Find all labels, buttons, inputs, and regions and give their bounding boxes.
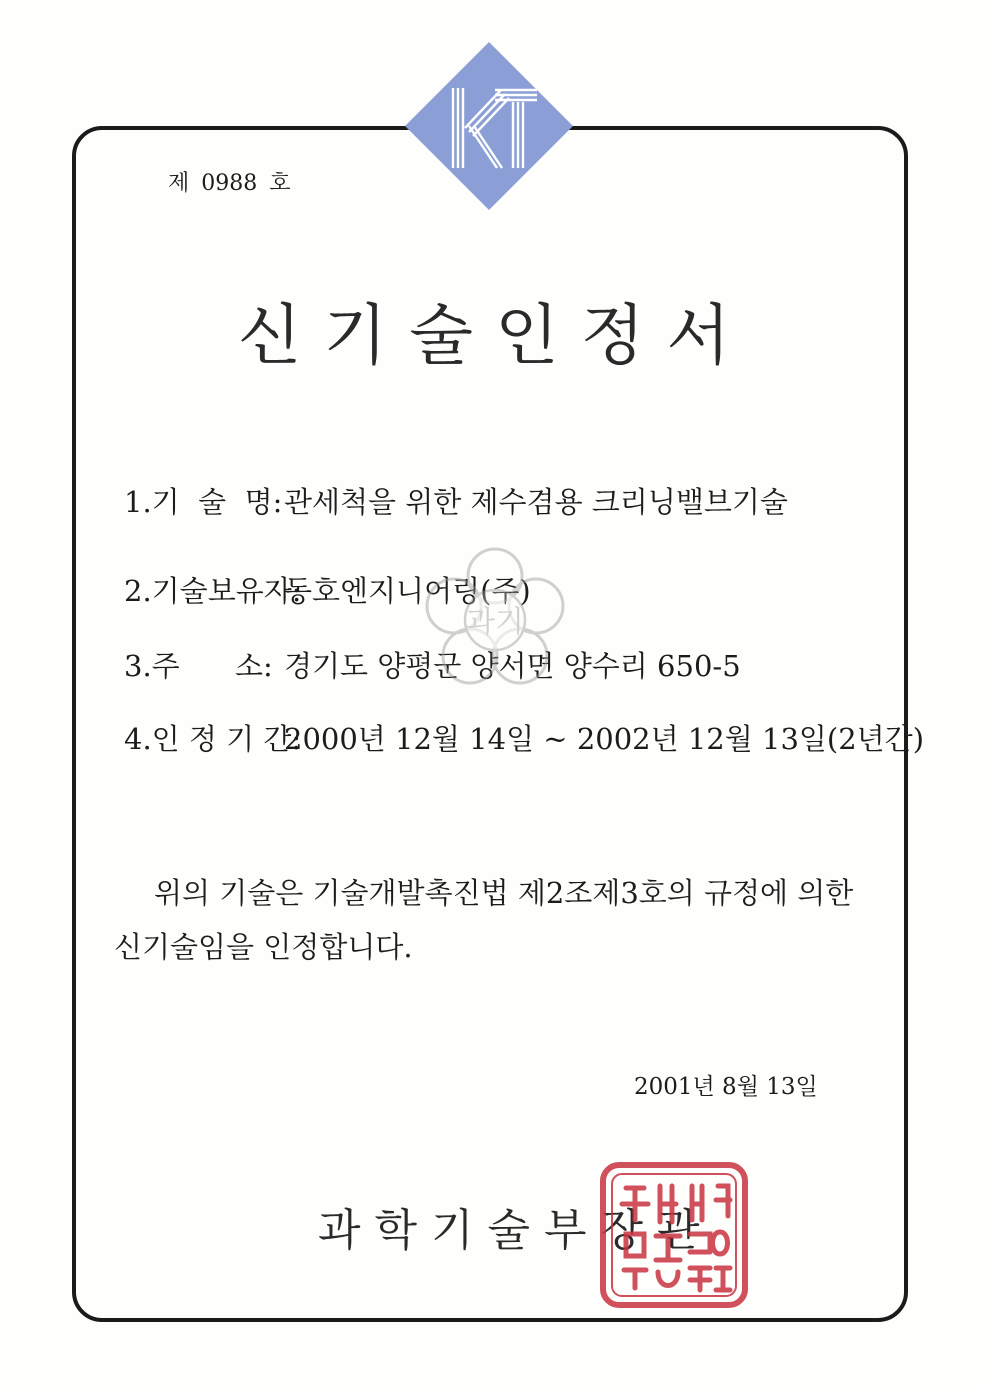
- issue-date: 2001년 8월 13일: [634, 1074, 818, 1100]
- field-value: 관세척을 위한 제수겸용 크리닝밸브기술: [284, 485, 788, 519]
- kt-diamond-logo-icon: [403, 40, 575, 212]
- field-certification-period: [124, 717, 924, 758]
- official-seal-icon: [598, 1160, 750, 1310]
- field-label: 4.인 정 기 간:: [124, 722, 302, 756]
- field-value: 2000년 12월 14일 ~ 2002년 12월 13일(2년간): [284, 722, 925, 756]
- certificate-title: 신기술인정서: [237, 297, 753, 374]
- faint-stamp-text: 과기: [466, 605, 524, 640]
- field-value: 동호엔지니어링(주): [284, 574, 531, 608]
- faint-blossom-stamp: [420, 544, 570, 694]
- field-label: 3.주 소:: [124, 649, 273, 683]
- kt-logo: [403, 40, 575, 212]
- field-value: 경기도 양평군 양서면 양수리 650-5: [284, 649, 741, 683]
- blossom-stamp-icon: [420, 544, 570, 694]
- field-label: 2.기술보유자:: [124, 574, 302, 608]
- official-seal: [598, 1160, 750, 1310]
- field-label: 1.기 술 명:: [124, 485, 283, 519]
- certification-statement: 위의 기술은 기술개발촉진법 제2조제3호의 규정에 의한 신기술임을 인정합니다.: [114, 876, 854, 964]
- field-technology-name: [124, 480, 788, 521]
- certificate-number: 제 0988 호: [168, 171, 291, 196]
- issuer-title: 과학기술부장관: [318, 1205, 714, 1256]
